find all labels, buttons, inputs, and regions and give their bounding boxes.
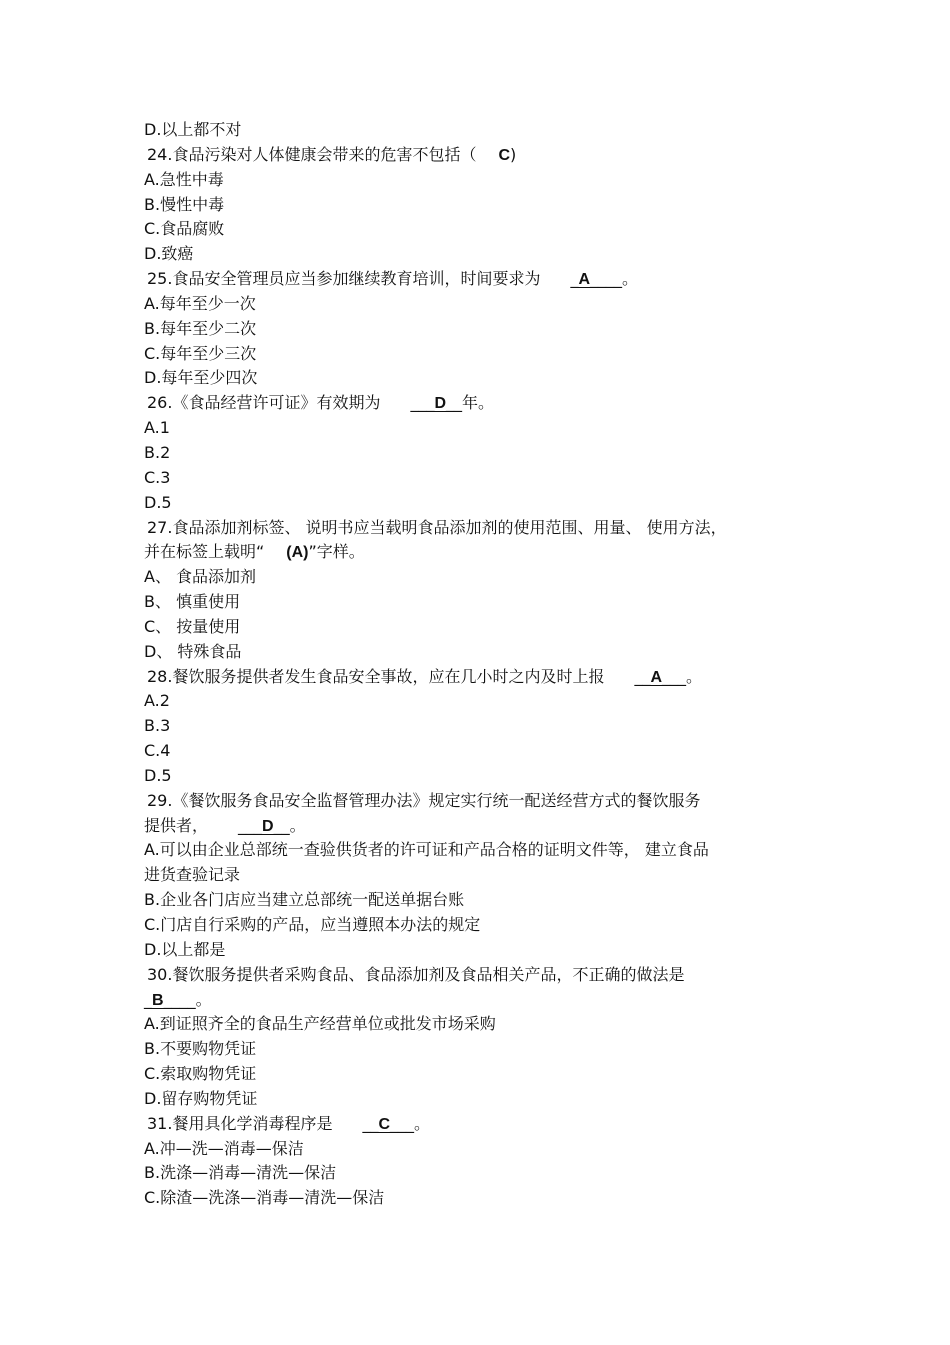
- answer-blank: [362, 1114, 414, 1133]
- answer-blank: [634, 667, 686, 686]
- line-text: B.不要购物凭证: [144, 1039, 257, 1059]
- line-text: A.每年至少一次: [144, 293, 256, 313]
- option-line: [144, 242, 824, 267]
- option-line: [144, 491, 824, 516]
- option-line: [144, 292, 824, 317]
- option-line: [144, 938, 824, 963]
- option-line: [144, 888, 824, 913]
- line-text: D.留存购物凭证: [144, 1088, 258, 1108]
- blank-underscores: _: [570, 269, 579, 289]
- blank-underscores: ___: [662, 666, 687, 686]
- question-line: [144, 963, 824, 988]
- option-line: [144, 193, 824, 218]
- line-suffix: 年。: [462, 393, 495, 413]
- option-line: [144, 1161, 824, 1186]
- option-line: [144, 590, 824, 615]
- blank-underscores: _: [144, 989, 152, 1009]
- question-line: [144, 267, 824, 292]
- line-text: D.每年至少四次: [144, 368, 258, 388]
- line-text: C.门店自行采购的产品，应当遵照本办法的规定: [144, 915, 481, 934]
- answer-letter: A: [650, 668, 663, 686]
- line-suffix: ”字样。: [308, 542, 365, 562]
- line-text: B、 慎重使用: [144, 592, 241, 612]
- answer-letter: D: [262, 817, 274, 835]
- line-text: C.除渣—洗涤—消毒—清洗—保洁: [144, 1188, 385, 1208]
- line-suffix: 。: [686, 666, 703, 686]
- option-line: [144, 540, 824, 565]
- line-suffix: 。: [195, 989, 212, 1009]
- question-line: [144, 516, 824, 541]
- line-text: D.5: [144, 765, 172, 785]
- line-suffix: 。: [414, 1113, 431, 1133]
- option-line: [144, 913, 824, 938]
- answer-letter: B: [152, 991, 164, 1009]
- line-text: A.到证照齐全的食品生产经营单位或批发市场采购: [144, 1014, 496, 1034]
- option-line: [144, 1037, 824, 1062]
- option-line: [144, 764, 824, 789]
- blank-underscores: __: [634, 666, 651, 686]
- line-text: 进货查验记录: [144, 865, 241, 885]
- blank-underscores: __: [446, 393, 463, 413]
- option-line: [144, 838, 824, 863]
- answer-letter: C: [498, 146, 511, 164]
- option-line: [144, 615, 824, 640]
- line-text: D.以上都是: [144, 939, 226, 959]
- line-text: 提供者，: [144, 815, 209, 835]
- line-text: 24.食品污染对人体健康会带来的危害不包括（: [147, 144, 477, 164]
- line-text: D.5: [144, 492, 172, 512]
- line-text: C、 按量使用: [144, 616, 241, 636]
- line-text: C.每年至少三次: [144, 343, 257, 363]
- blank-underscores: ___: [238, 815, 263, 835]
- question-line: [144, 143, 824, 168]
- question-line: [144, 391, 824, 416]
- option-line: [144, 416, 824, 441]
- blank-underscores: __: [362, 1113, 379, 1133]
- line-text: 25.食品安全管理员应当参加继续教育培训，时间要求为: [147, 269, 541, 289]
- line-text: 并在标签上载明“: [144, 542, 265, 562]
- question-line: [144, 789, 824, 814]
- answer-blank: [498, 145, 510, 164]
- blank-underscores: __: [273, 815, 290, 835]
- option-line: [144, 342, 824, 367]
- option-line: [144, 466, 824, 491]
- option-line: [144, 814, 824, 839]
- line-text: 29.《餐饮服务食品安全监督管理办法》规定实行统一配送经营方式的餐饮服务: [147, 790, 701, 810]
- line-text: C.3: [144, 467, 171, 487]
- blank-underscores: ___: [390, 1113, 415, 1133]
- line-text: B.慢性中毒: [144, 194, 225, 214]
- question-line: [144, 1112, 824, 1137]
- line-suffix: ): [510, 144, 517, 164]
- line-text: A.1: [144, 418, 170, 438]
- blank-underscores: ___: [410, 393, 435, 413]
- answer-blank: [570, 269, 622, 288]
- option-line: [144, 739, 824, 764]
- answer-blank: [144, 990, 196, 1009]
- line-text: B.企业各门店应当建立总部统一配送单据台账: [144, 890, 465, 910]
- line-text: A.2: [144, 691, 170, 711]
- option-line: [144, 441, 824, 466]
- option-line: [144, 1186, 824, 1211]
- line-text: D.以上都不对: [144, 120, 242, 139]
- line-text: B.2: [144, 442, 171, 462]
- line-text: 31.餐用具化学消毒程序是: [147, 1113, 333, 1133]
- line-text: B.每年至少二次: [144, 318, 257, 338]
- line-text: B.洗涤—消毒—清洗—保洁: [144, 1163, 337, 1183]
- option-line: [144, 217, 824, 242]
- option-line: [144, 317, 824, 342]
- line-text: D、 特殊食品: [144, 641, 242, 661]
- option-line: [144, 118, 824, 143]
- option-line: [144, 1062, 824, 1087]
- line-text: D.致癌: [144, 244, 194, 264]
- line-text: 30.餐饮服务提供者采购食品、食品添加剂及食品相关产品，不正确的做法是: [147, 964, 685, 984]
- line-text: B.3: [144, 716, 171, 736]
- line-suffix: 。: [289, 815, 306, 835]
- line-text: C.食品腐败: [144, 219, 225, 239]
- line-text: C.索取购物凭证: [144, 1064, 257, 1084]
- answer-letter: D: [434, 395, 447, 413]
- option-line: [144, 366, 824, 391]
- line-text: C.4: [144, 741, 171, 761]
- option-line: [144, 1087, 824, 1112]
- line-text: 26.《食品经营许可证》有效期为: [147, 393, 381, 413]
- line-text: A、 食品添加剂: [144, 567, 257, 587]
- option-line: [144, 168, 824, 193]
- option-line: [144, 1137, 824, 1162]
- option-line: [144, 988, 824, 1013]
- option-line: [144, 1012, 824, 1037]
- line-text: 27.食品添加剂标签、 说明书应当载明食品添加剂的使用范围、用量、 使用方法，: [147, 517, 727, 537]
- answer-blank: [286, 542, 308, 561]
- answer-letter: A: [578, 271, 591, 289]
- blank-underscores: ____: [163, 989, 196, 1009]
- question-line: [144, 665, 824, 690]
- option-line: [144, 714, 824, 739]
- line-suffix: 。: [622, 269, 639, 289]
- line-text: A.可以由企业总部统一查验供货者的许可证和产品合格的证明文件等， 建立食品: [144, 840, 709, 860]
- answer-blank: [410, 393, 462, 412]
- answer-letter: C: [378, 1115, 391, 1133]
- question-list: [144, 118, 824, 1211]
- option-line: [144, 689, 824, 714]
- answer-letter: (A): [286, 544, 309, 562]
- line-text: A.急性中毒: [144, 169, 224, 189]
- option-line: [144, 640, 824, 665]
- answer-blank: [238, 816, 290, 835]
- option-line: [144, 863, 824, 888]
- line-text: A.冲—洗—消毒—保洁: [144, 1138, 304, 1158]
- option-line: [144, 565, 824, 590]
- blank-underscores: ____: [590, 269, 623, 289]
- line-text: 28.餐饮服务提供者发生食品安全事故，应在几小时之内及时上报: [147, 666, 605, 686]
